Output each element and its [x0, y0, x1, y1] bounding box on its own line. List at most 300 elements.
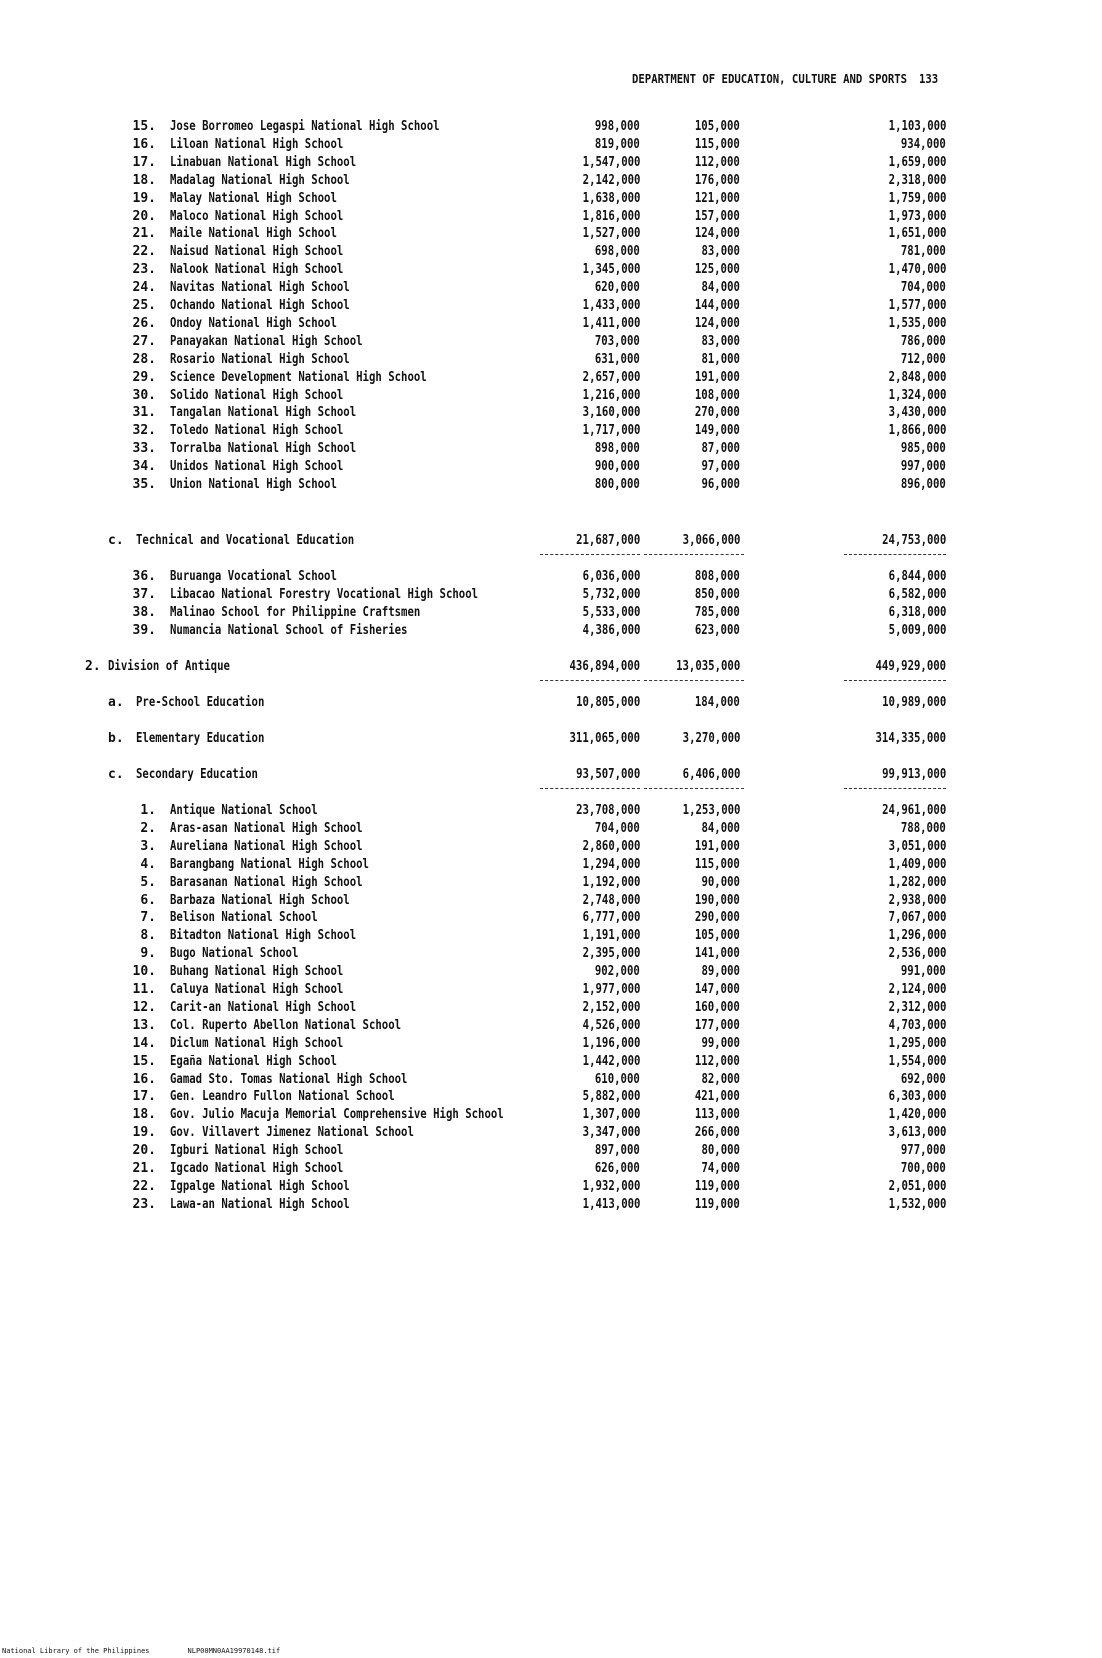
amount-total: 4,703,000	[888, 1017, 946, 1033]
row-number: 11.	[132, 982, 156, 997]
row-label: Aras-asan National High School	[170, 820, 363, 836]
row-label: Nalook National High School	[170, 262, 344, 278]
scan-footer	[2, 1647, 280, 1655]
table-row	[0, 458, 1102, 476]
amount-col-1: 436,894,000	[569, 659, 640, 674]
amount-col-2: 266,000	[695, 1125, 740, 1141]
amount-col-2: 83,000	[701, 244, 740, 260]
row-label: Col. Ruperto Abellon National School	[170, 1017, 402, 1033]
row-label: Maile National High School	[170, 226, 337, 242]
row-number: 2.	[140, 820, 156, 836]
table-row	[0, 476, 1102, 494]
amount-col-1: 2,860,000	[582, 838, 640, 854]
amount-col-1: 626,000	[595, 1161, 640, 1176]
amount-col-2: 191,000	[695, 838, 740, 854]
row-number: 7.	[140, 910, 156, 926]
row-number: 14.	[132, 1035, 156, 1051]
amount-col-1: 23,708,000	[575, 803, 640, 818]
amount-total: 712,000	[901, 351, 946, 367]
amount-col-1: 1,433,000	[582, 298, 640, 313]
dashed-rule	[540, 554, 640, 555]
file-name: NLP00MN0AA19970148.tif	[187, 1647, 281, 1655]
table-row	[0, 1053, 1102, 1071]
amount-col-1: 620,000	[595, 280, 640, 296]
amount-col-2: 141,000	[695, 946, 740, 962]
amount-col-2: 112,000	[695, 1053, 740, 1069]
amount-total: 700,000	[901, 1161, 946, 1176]
dashed-rule	[844, 788, 946, 789]
amount-col-1: 898,000	[595, 441, 640, 457]
table-row	[0, 1088, 1102, 1106]
amount-total: 2,312,000	[888, 999, 946, 1015]
table-row	[0, 1124, 1102, 1142]
row-number: 2.	[85, 659, 101, 674]
subtotal-row	[0, 766, 1102, 784]
subtotal-row	[0, 694, 1102, 712]
row-label: Secondary Education	[136, 767, 258, 782]
row-number: 17.	[132, 1089, 156, 1105]
table-row	[0, 333, 1102, 351]
amount-col-2: 147,000	[695, 982, 740, 997]
row-label: Caluya National High School	[170, 982, 344, 997]
amount-col-1: 902,000	[595, 964, 640, 980]
amount-col-2: 6,406,000	[682, 767, 740, 782]
amount-col-2: 850,000	[695, 586, 740, 602]
row-number: b.	[108, 731, 124, 746]
table-row	[0, 1178, 1102, 1196]
amount-col-1: 631,000	[595, 351, 640, 367]
page-number: 133	[918, 71, 939, 86]
row-label: Tangalan National High School	[170, 405, 357, 421]
row-label: Technical and Vocational Education	[136, 533, 355, 548]
table-row	[0, 118, 1102, 136]
table-row	[0, 1196, 1102, 1214]
row-number: c.	[108, 533, 124, 548]
amount-col-2: 115,000	[695, 136, 740, 152]
amount-col-2: 105,000	[695, 928, 740, 944]
amount-col-2: 160,000	[695, 999, 740, 1015]
row-label: Liloan National High School	[170, 136, 344, 152]
row-label: Madalag National High School	[170, 172, 350, 188]
row-number: 16.	[132, 136, 156, 152]
amount-col-1: 704,000	[595, 820, 640, 836]
table-row	[0, 154, 1102, 172]
row-number: 21.	[132, 1161, 156, 1176]
amount-col-2: 623,000	[695, 622, 740, 638]
amount-col-1: 1,977,000	[582, 982, 640, 997]
table-row	[0, 586, 1102, 604]
table-row	[0, 820, 1102, 838]
amount-total: 1,759,000	[888, 190, 946, 206]
dashed-rule	[644, 680, 744, 681]
table-row	[0, 981, 1102, 999]
row-label: Toledo National High School	[170, 423, 344, 439]
amount-col-1: 1,638,000	[582, 190, 640, 206]
amount-col-2: 121,000	[695, 190, 740, 206]
table-row	[0, 387, 1102, 405]
amount-col-2: 177,000	[695, 1017, 740, 1033]
table-row	[0, 422, 1102, 440]
amount-total: 1,577,000	[888, 298, 946, 313]
amount-total: 1,535,000	[888, 315, 946, 331]
amount-total: 1,296,000	[888, 928, 946, 944]
row-label: Buruanga Vocational School	[170, 569, 337, 584]
table-row	[0, 297, 1102, 315]
row-number: 19.	[132, 190, 156, 206]
amount-col-2: 82,000	[701, 1071, 740, 1087]
amount-total: 1,409,000	[888, 856, 946, 872]
amount-total: 692,000	[901, 1071, 946, 1087]
table-row	[0, 856, 1102, 874]
row-number: 29.	[132, 369, 156, 385]
amount-col-2: 13,035,000	[675, 659, 740, 674]
row-label: Linabuan National High School	[170, 154, 357, 170]
row-number: 28.	[132, 351, 156, 367]
row-number: 16.	[132, 1071, 156, 1087]
row-label: Aureliana National High School	[170, 838, 363, 854]
row-number: 18.	[132, 1107, 156, 1123]
amount-col-2: 176,000	[695, 172, 740, 188]
table-row	[0, 243, 1102, 261]
amount-total: 2,051,000	[888, 1178, 946, 1194]
row-number: 32.	[132, 423, 156, 439]
amount-col-1: 1,413,000	[582, 1196, 640, 1212]
row-label: Barasanan National High School	[170, 874, 363, 890]
amount-col-1: 5,732,000	[582, 586, 640, 602]
amount-col-1: 1,192,000	[582, 874, 640, 890]
amount-total: 1,651,000	[888, 226, 946, 242]
amount-col-1: 6,036,000	[582, 569, 640, 584]
row-label: Navitas National High School	[170, 280, 350, 296]
table-row	[0, 225, 1102, 243]
amount-total: 788,000	[901, 820, 946, 836]
table-row	[0, 1160, 1102, 1178]
row-number: a.	[108, 695, 124, 710]
row-number: 3.	[140, 838, 156, 854]
row-label: Rosario National High School	[170, 351, 350, 367]
amount-total: 3,613,000	[888, 1125, 946, 1141]
library-credit: National Library of the Philippines	[2, 1647, 150, 1655]
row-label: Carit-an National High School	[170, 999, 357, 1015]
table-row	[0, 369, 1102, 387]
row-label: Gamad Sto. Tomas National High School	[170, 1071, 408, 1087]
row-label: Libacao National Forestry Vocational High School	[170, 586, 479, 602]
amount-col-2: 89,000	[701, 964, 740, 980]
amount-total: 1,554,000	[888, 1053, 946, 1069]
table-row	[0, 351, 1102, 369]
amount-col-2: 87,000	[701, 441, 740, 457]
row-number: c.	[108, 767, 124, 782]
table-row	[0, 909, 1102, 927]
row-label: Lawa-an National High School	[170, 1196, 350, 1212]
amount-col-2: 84,000	[701, 820, 740, 836]
row-label: Maloco National High School	[170, 208, 344, 224]
row-label: Ondoy National High School	[170, 315, 337, 331]
amount-col-2: 84,000	[701, 280, 740, 296]
row-number: 30.	[132, 387, 156, 403]
row-label: Gov. Villavert Jimenez National School	[170, 1125, 414, 1141]
amount-col-2: 157,000	[695, 208, 740, 224]
table-row	[0, 568, 1102, 586]
row-number: 35.	[132, 477, 156, 492]
amount-total: 1,659,000	[888, 154, 946, 170]
amount-col-1: 2,142,000	[582, 172, 640, 188]
row-number: 18.	[132, 172, 156, 188]
amount-col-1: 3,347,000	[582, 1125, 640, 1141]
row-number: 1.	[140, 803, 156, 818]
table-row	[0, 404, 1102, 422]
amount-col-2: 808,000	[695, 569, 740, 584]
amount-col-2: 125,000	[695, 262, 740, 278]
row-number: 15.	[132, 119, 156, 134]
row-label: Panayakan National High School	[170, 333, 363, 349]
amount-col-2: 3,270,000	[682, 731, 740, 746]
amount-col-1: 1,307,000	[582, 1107, 640, 1123]
table-row	[0, 315, 1102, 333]
amount-total: 2,536,000	[888, 946, 946, 962]
table-row	[0, 1035, 1102, 1053]
amount-col-1: 1,932,000	[582, 1178, 640, 1194]
amount-total: 7,067,000	[888, 910, 946, 926]
amount-col-1: 900,000	[595, 459, 640, 475]
row-label: Gov. Julio Macuja Memorial Comprehensive High School	[170, 1107, 504, 1123]
table-row	[0, 190, 1102, 208]
amount-col-1: 800,000	[595, 477, 640, 492]
amount-col-2: 96,000	[701, 477, 740, 492]
row-number: 5.	[140, 874, 156, 890]
amount-col-1: 1,191,000	[582, 928, 640, 944]
row-label: Igpalge National High School	[170, 1178, 350, 1194]
dashed-rule	[644, 788, 744, 789]
amount-col-1: 311,065,000	[569, 731, 640, 746]
amount-total: 1,295,000	[888, 1035, 946, 1051]
table-row	[0, 892, 1102, 910]
amount-total: 314,335,000	[875, 731, 946, 746]
amount-col-1: 819,000	[595, 136, 640, 152]
row-number: 15.	[132, 1053, 156, 1069]
row-number: 10.	[132, 964, 156, 980]
amount-total: 934,000	[901, 136, 946, 152]
row-label: Egaña National High School	[170, 1053, 337, 1069]
row-label: Gen. Leandro Fullon National School	[170, 1089, 395, 1105]
amount-col-2: 270,000	[695, 405, 740, 421]
row-label: Numancia National School of Fisheries	[170, 622, 408, 638]
table-row	[0, 1017, 1102, 1035]
amount-col-1: 5,882,000	[582, 1089, 640, 1105]
amount-total: 1,973,000	[888, 208, 946, 224]
row-label: Pre-School Education	[136, 695, 265, 710]
amount-col-2: 83,000	[701, 333, 740, 349]
amount-total: 997,000	[901, 459, 946, 475]
amount-col-2: 105,000	[695, 119, 740, 134]
amount-col-1: 703,000	[595, 333, 640, 349]
amount-col-2: 144,000	[695, 298, 740, 313]
amount-col-2: 190,000	[695, 892, 740, 908]
row-label: Belison National School	[170, 910, 318, 926]
amount-total: 6,303,000	[888, 1089, 946, 1105]
amount-col-2: 184,000	[695, 695, 740, 710]
amount-col-2: 99,000	[701, 1035, 740, 1051]
amount-total: 6,582,000	[888, 586, 946, 602]
amount-total: 10,989,000	[881, 695, 946, 710]
row-number: 23.	[132, 262, 156, 278]
table-row	[0, 261, 1102, 279]
amount-col-2: 112,000	[695, 154, 740, 170]
amount-total: 6,318,000	[888, 604, 946, 620]
amount-col-1: 2,152,000	[582, 999, 640, 1015]
amount-col-2: 1,253,000	[682, 803, 740, 818]
amount-total: 1,324,000	[888, 387, 946, 403]
row-label: Malay National High School	[170, 190, 337, 206]
row-label: Barbaza National High School	[170, 892, 350, 908]
row-number: 22.	[132, 244, 156, 260]
amount-col-1: 1,345,000	[582, 262, 640, 278]
amount-col-2: 80,000	[701, 1143, 740, 1159]
page-header	[632, 71, 939, 86]
amount-col-1: 2,657,000	[582, 369, 640, 385]
amount-col-1: 1,411,000	[582, 315, 640, 331]
amount-col-2: 149,000	[695, 423, 740, 439]
division-row	[0, 658, 1102, 676]
row-label: Science Development National High School	[170, 369, 427, 385]
row-label: Buhang National High School	[170, 964, 344, 980]
amount-total: 3,430,000	[888, 405, 946, 421]
amount-col-2: 124,000	[695, 226, 740, 242]
row-label: Naisud National High School	[170, 244, 344, 260]
row-number: 12.	[132, 999, 156, 1015]
row-number: 9.	[140, 946, 156, 962]
amount-col-2: 81,000	[701, 351, 740, 367]
table-row	[0, 1071, 1102, 1089]
amount-col-1: 1,442,000	[582, 1053, 640, 1069]
amount-total: 1,470,000	[888, 262, 946, 278]
amount-col-1: 698,000	[595, 244, 640, 260]
row-label: Elementary Education	[136, 731, 265, 746]
row-label: Diclum National High School	[170, 1035, 344, 1051]
row-number: 17.	[132, 154, 156, 170]
table-row	[0, 604, 1102, 622]
amount-col-1: 1,717,000	[582, 423, 640, 439]
amount-col-2: 119,000	[695, 1196, 740, 1212]
amount-col-1: 1,294,000	[582, 856, 640, 872]
table-row	[0, 963, 1102, 981]
row-label: Barangbang National High School	[170, 856, 369, 872]
amount-total: 2,938,000	[888, 892, 946, 908]
amount-col-1: 4,526,000	[582, 1017, 640, 1033]
amount-col-1: 21,687,000	[575, 533, 640, 548]
table-row	[0, 622, 1102, 640]
amount-col-1: 610,000	[595, 1071, 640, 1087]
row-number: 37.	[132, 586, 156, 602]
amount-col-1: 2,395,000	[582, 946, 640, 962]
table-row	[0, 440, 1102, 458]
amount-col-2: 124,000	[695, 315, 740, 331]
amount-col-1: 1,816,000	[582, 208, 640, 224]
amount-col-1: 897,000	[595, 1143, 640, 1159]
row-number: 36.	[132, 569, 156, 584]
row-number: 20.	[132, 208, 156, 224]
table-row	[0, 172, 1102, 190]
amount-total: 24,753,000	[881, 533, 946, 548]
dashed-rule	[844, 680, 946, 681]
amount-total: 2,124,000	[888, 982, 946, 997]
table-row	[0, 999, 1102, 1017]
row-number: 8.	[140, 928, 156, 944]
amount-col-2: 191,000	[695, 369, 740, 385]
table-row	[0, 945, 1102, 963]
amount-total: 449,929,000	[875, 659, 946, 674]
row-label: Jose Borromeo Legaspi National High School	[170, 119, 440, 134]
row-number: 20.	[132, 1143, 156, 1159]
subtotal-row	[0, 532, 1102, 550]
row-number: 33.	[132, 441, 156, 457]
table-row	[0, 1142, 1102, 1160]
amount-col-2: 108,000	[695, 387, 740, 403]
amount-total: 5,009,000	[888, 622, 946, 638]
amount-total: 704,000	[901, 280, 946, 296]
row-number: 31.	[132, 405, 156, 421]
amount-col-1: 3,160,000	[582, 405, 640, 421]
amount-total: 1,532,000	[888, 1196, 946, 1212]
amount-total: 786,000	[901, 333, 946, 349]
amount-col-1: 10,805,000	[575, 695, 640, 710]
amount-col-1: 1,216,000	[582, 387, 640, 403]
amount-col-2: 113,000	[695, 1107, 740, 1123]
table-row	[0, 802, 1102, 820]
amount-total: 99,913,000	[881, 767, 946, 782]
dashed-rule	[540, 788, 640, 789]
amount-col-1: 4,386,000	[582, 622, 640, 638]
amount-total: 1,866,000	[888, 423, 946, 439]
row-label: Ochando National High School	[170, 298, 350, 313]
row-number: 4.	[140, 856, 156, 872]
amount-col-2: 97,000	[701, 459, 740, 475]
table-row	[0, 208, 1102, 226]
row-label: Malinao School for Philippine Craftsmen	[170, 604, 421, 620]
subtotal-row	[0, 730, 1102, 748]
row-label: Igcado National High School	[170, 1161, 344, 1176]
row-label: Solido National High School	[170, 387, 344, 403]
amount-total: 985,000	[901, 441, 946, 457]
amount-col-1: 6,777,000	[582, 910, 640, 926]
amount-col-2: 3,066,000	[682, 533, 740, 548]
row-label: Bitadton National High School	[170, 928, 357, 944]
amount-col-1: 1,527,000	[582, 226, 640, 242]
amount-col-2: 421,000	[695, 1089, 740, 1105]
dashed-rule	[844, 554, 946, 555]
row-number: 22.	[132, 1178, 156, 1194]
row-number: 34.	[132, 459, 156, 475]
amount-col-2: 74,000	[701, 1161, 740, 1176]
table-row	[0, 838, 1102, 856]
department-title: DEPARTMENT OF EDUCATION, CULTURE AND SPORTS	[632, 71, 908, 86]
amount-col-2: 785,000	[695, 604, 740, 620]
amount-col-2: 119,000	[695, 1178, 740, 1194]
row-label: Igburi National High School	[170, 1143, 344, 1159]
row-number: 39.	[132, 622, 156, 638]
dashed-rule	[540, 680, 640, 681]
amount-total: 6,844,000	[888, 569, 946, 584]
amount-total: 2,318,000	[888, 172, 946, 188]
amount-total: 781,000	[901, 244, 946, 260]
table-row	[0, 279, 1102, 297]
amount-col-2: 90,000	[701, 874, 740, 890]
amount-col-1: 1,196,000	[582, 1035, 640, 1051]
row-label: Division of Antique	[108, 659, 230, 674]
row-number: 21.	[132, 226, 156, 242]
amount-total: 2,848,000	[888, 369, 946, 385]
row-number: 24.	[132, 280, 156, 296]
